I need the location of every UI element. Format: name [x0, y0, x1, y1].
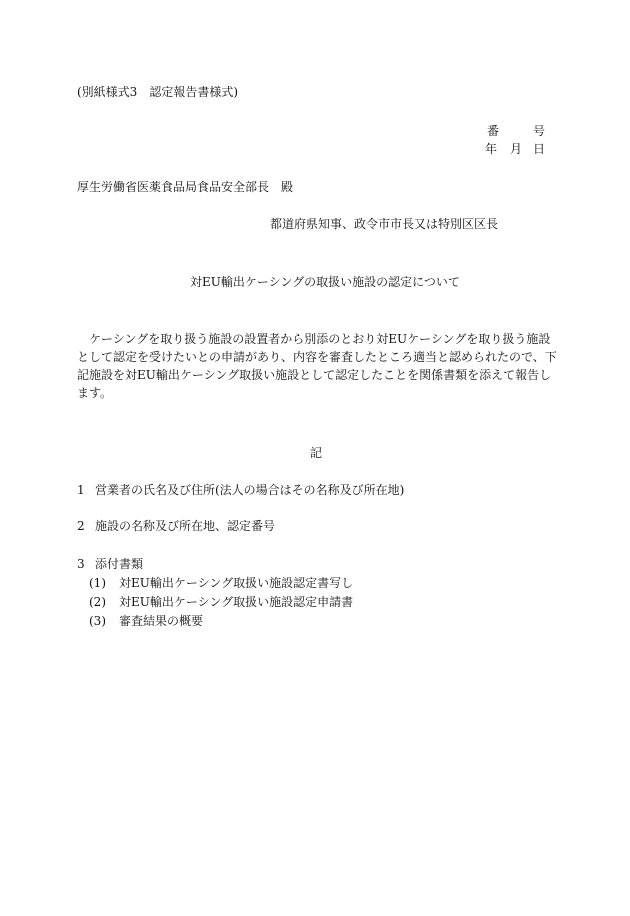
list-item-text: 営業者の氏名及び住所(法人の場合はその名称及び所在地) [95, 483, 405, 497]
sender: 都道府県知事、政令市市長又は特別区区長 [270, 217, 499, 231]
ki-heading: 記 [310, 446, 323, 460]
list-item-number: 1 [77, 483, 85, 497]
attachment-item [89, 594, 353, 610]
list-item-text: 施設の名称及び所在地、認定番号 [95, 519, 276, 533]
attachment-number: (3) [89, 614, 106, 628]
attachment-text: 対EU輸出ケーシング取扱い施設認定書写し [119, 576, 354, 590]
list-item [77, 556, 143, 572]
attachment-item [89, 613, 203, 629]
addressee: 厚生労働省医薬食品局食品安全部長 殿 [77, 180, 294, 194]
attachment-text: 審査結果の概要 [119, 614, 204, 628]
list-item-number: 2 [77, 519, 85, 533]
list-item-text: 添付書類 [95, 557, 144, 571]
attachment-text: 対EU輸出ケーシング取扱い施設認定申請書 [119, 595, 354, 609]
list-item [77, 482, 404, 498]
list-item [77, 518, 275, 534]
form-label: (別紙様式3 認定報告書様式) [77, 85, 238, 99]
date-year-label: 年 [485, 142, 498, 156]
document-number-label: 番 [487, 124, 500, 138]
date-month-label: 月 [510, 142, 523, 156]
document-title: 対EU輸出ケーシングの取扱い施設の認定について [190, 275, 460, 289]
date-day-label: 日 [533, 142, 546, 156]
body-paragraph: ケーシングを取り扱う施設の設置者から別添のとおり対EUケーシングを取り扱う施設として認定を受けたいとの申請があり、内容を審査したところ適当と認められたので、下記施設を対EU輸出ケーシング取扱い施設として認定したことを関係書類を添えて報告します。 [77, 332, 557, 400]
list-item-number: 3 [77, 557, 85, 571]
attachment-item [89, 575, 353, 591]
attachment-number: (1) [89, 576, 106, 590]
document-number-suffix: 号 [533, 124, 546, 138]
attachment-number: (2) [89, 595, 106, 609]
